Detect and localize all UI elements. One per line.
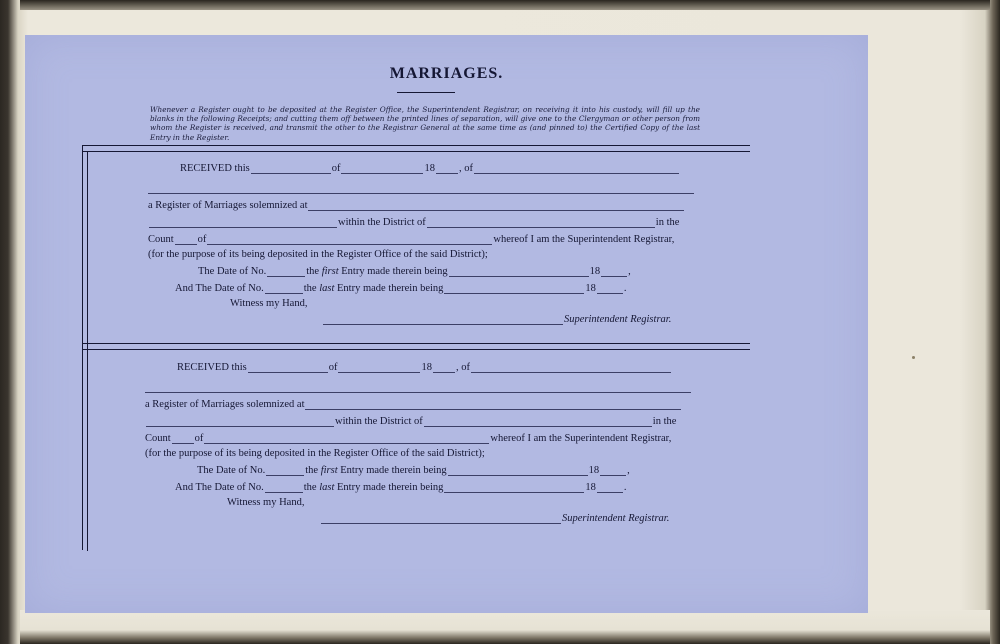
whereof-label: whereof I am the Superintendent Registrar, <box>493 234 675 245</box>
first-entry-no-field[interactable] <box>267 266 305 277</box>
first-entry-date-field[interactable] <box>449 266 589 277</box>
last-entry-no-field[interactable] <box>265 283 303 294</box>
signature-field[interactable] <box>323 314 563 325</box>
year-prefix: 18 <box>585 482 596 493</box>
from-whom-field[interactable] <box>474 163 679 174</box>
county-label: Count <box>148 234 174 245</box>
district-field[interactable] <box>427 217 655 228</box>
county-label: Count <box>145 433 171 444</box>
of-label: of <box>328 362 338 373</box>
date-no-label: And The Date of No. <box>175 482 264 493</box>
period: . <box>623 283 627 294</box>
year-prefix: 18 <box>588 465 600 476</box>
page-top-edge <box>20 0 990 10</box>
purpose-text: (for the purpose of its being deposited in the Register Office of the said District); <box>148 249 488 260</box>
last-entry-date-field[interactable] <box>444 283 584 294</box>
within-label: within the District of <box>338 217 426 228</box>
blank-line-field[interactable] <box>145 392 691 393</box>
entry-label: Entry made therein being <box>337 283 444 294</box>
page-bottom-edge <box>20 610 990 644</box>
from-whom-field[interactable] <box>471 362 671 373</box>
county-suffix-field[interactable] <box>175 234 197 245</box>
witness-label: Witness my Hand, <box>227 497 305 508</box>
first-entry-no-field[interactable] <box>266 465 304 476</box>
received-label: RECEIVED this <box>180 163 250 174</box>
date-no-label: The Date of No. <box>197 465 266 476</box>
first-label: first <box>320 465 338 476</box>
last-label: last <box>319 283 335 294</box>
register-label: a Register of Marriages solemnized at <box>145 399 305 410</box>
place-field[interactable] <box>146 416 334 427</box>
title-underline <box>397 92 455 93</box>
month-field[interactable] <box>338 362 420 373</box>
blank-line-field[interactable] <box>148 193 694 194</box>
of-label: of <box>194 433 204 444</box>
solemnized-at-field[interactable] <box>308 200 684 211</box>
separation-rule <box>82 343 750 344</box>
first-label: first <box>321 266 339 277</box>
last-label: last <box>319 482 335 493</box>
separation-rule <box>82 145 750 146</box>
margin-rule <box>87 151 88 551</box>
whereof-label: whereof I am the Superintendent Registrar, <box>490 433 672 444</box>
first-entry-year-field[interactable] <box>600 465 626 476</box>
year-prefix: 18 <box>589 266 601 277</box>
signature-label: Superintendent Registrar. <box>564 314 672 325</box>
register-label: a Register of Marriages solemnized at <box>148 200 308 211</box>
signature-field[interactable] <box>321 513 561 524</box>
within-label: within the District of <box>335 416 423 427</box>
county-field[interactable] <box>204 433 489 444</box>
date-no-label: The Date of No. <box>198 266 267 277</box>
year-field[interactable] <box>433 362 455 373</box>
comma: , <box>628 266 631 277</box>
period: . <box>623 482 627 493</box>
place-field[interactable] <box>149 217 337 228</box>
year-prefix: 18 <box>585 283 596 294</box>
the-label: the <box>303 283 317 294</box>
solemnized-at-field[interactable] <box>305 399 681 410</box>
last-entry-date-field[interactable] <box>444 482 584 493</box>
first-entry-date-field[interactable] <box>448 465 588 476</box>
purpose-text: (for the purpose of its being deposited in the Register Office of the said District); <box>145 448 485 459</box>
separation-rule <box>82 349 750 350</box>
year-prefix: 18 <box>421 362 432 373</box>
last-entry-no-field[interactable] <box>265 482 303 493</box>
signature-label: Superintendent Registrar. <box>562 513 670 524</box>
year-prefix: 18 <box>424 163 435 174</box>
of-label: , of <box>455 362 470 373</box>
witness-label: Witness my Hand, <box>230 298 308 309</box>
date-no-label: And The Date of No. <box>175 283 264 294</box>
entry-label: Entry made therein being <box>340 465 447 476</box>
entry-label: Entry made therein being <box>341 266 448 277</box>
year-field[interactable] <box>436 163 458 174</box>
district-field[interactable] <box>424 416 652 427</box>
received-label: RECEIVED this <box>177 362 247 373</box>
of-label: of <box>197 234 207 245</box>
separation-rule <box>82 151 750 152</box>
of-label: , of <box>458 163 473 174</box>
last-entry-year-field[interactable] <box>597 283 623 294</box>
comma: , <box>627 465 630 476</box>
the-label: the <box>305 465 319 476</box>
paper-speck <box>912 356 915 359</box>
of-label: of <box>331 163 341 174</box>
margin-rule <box>82 145 83 550</box>
entry-label: Entry made therein being <box>337 482 444 493</box>
month-field[interactable] <box>341 163 423 174</box>
the-label: the <box>306 266 320 277</box>
in-the-label: in the <box>652 416 677 427</box>
day-field[interactable] <box>251 163 331 174</box>
instructions-text: Whenever a Register ought to be deposited at the Register Office, the Superintendent Registrar, on receiving it into his custody, will fill up the blanks in the following Receipts; and cutting them off between the printed lines of separation, will give one to the Clergyman or other person from whom the Register is received, and transmit the other to the Registrar General at the same time as (and pinned to) the Certified Copy of the last Entry in the Register. <box>150 105 700 142</box>
in-the-label: in the <box>655 217 680 228</box>
register-form-sheet <box>25 35 868 613</box>
the-label: the <box>303 482 317 493</box>
county-field[interactable] <box>207 234 492 245</box>
page-title: MARRIAGES. <box>389 65 504 82</box>
day-field[interactable] <box>248 362 328 373</box>
first-entry-year-field[interactable] <box>601 266 627 277</box>
county-suffix-field[interactable] <box>172 433 194 444</box>
last-entry-year-field[interactable] <box>597 482 623 493</box>
